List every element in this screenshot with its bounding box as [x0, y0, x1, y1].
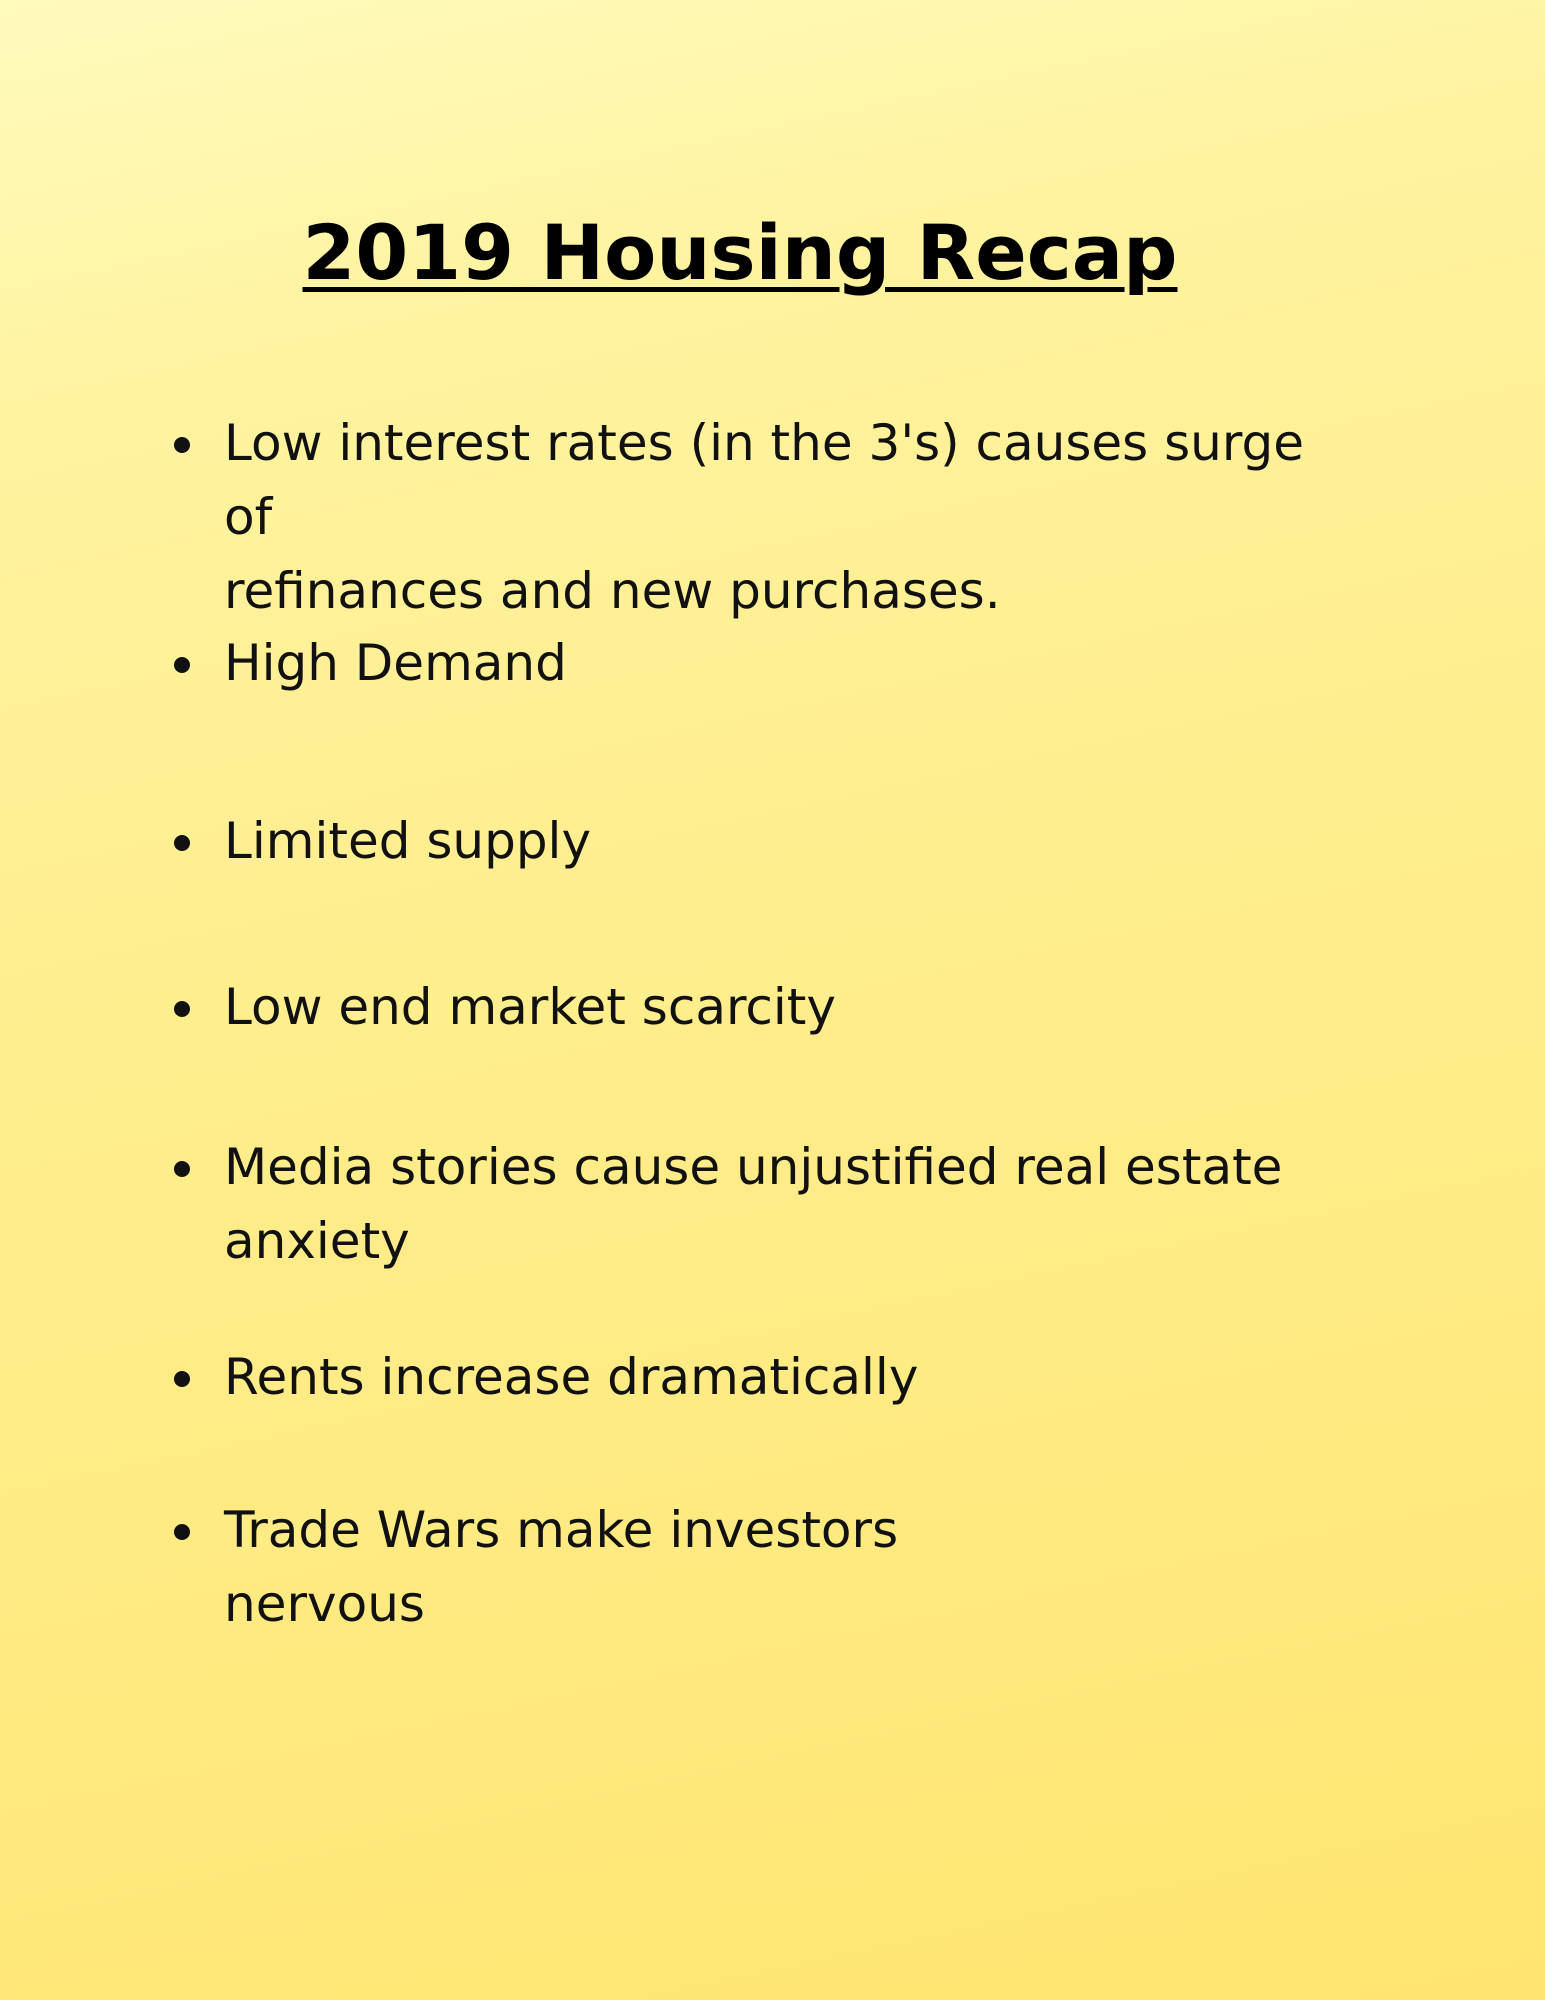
bullet-icon: [174, 1001, 190, 1017]
list-item-text: Media stories cause unjustified real estate anxiety: [224, 1138, 1283, 1270]
bullet-icon: [174, 1161, 190, 1177]
list-item-text: High Demand: [224, 634, 567, 692]
bullet-icon: [174, 1524, 190, 1540]
list-item-text: Low interest rates (in the 3's) causes surge of refinances and new purchases.: [224, 414, 1305, 620]
bullet-icon: [174, 1371, 190, 1387]
bullet-icon: [174, 657, 190, 673]
bullet-icon: [174, 437, 190, 453]
bullet-icon: [174, 835, 190, 851]
page-title: 2019 Housing Recap: [302, 208, 1178, 297]
list-item-text: Low end market scarcity: [224, 978, 836, 1036]
list-item-text: Trade Wars make investors nervous: [224, 1501, 899, 1633]
list-item-text: Rents increase dramatically: [224, 1348, 919, 1406]
list-item-text: Limited supply: [224, 812, 592, 870]
